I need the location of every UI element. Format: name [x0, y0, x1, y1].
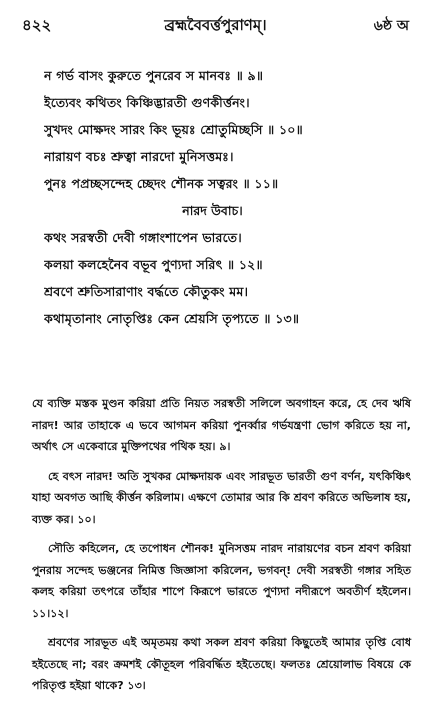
translation-paragraph: যে ব্যক্তি মস্তক মুণ্ডন করিয়া প্রতি নিয়ত সরস্বতী সলিলে অবগাহন করে, হে দেব ঋষি নারদ! আর তাহাকে এ ভবে আগমন করিয়া পুনর্ব্বার গর্ভযন্ত্রণা ভোগ করিতে হয় না, অর্থাৎ সে একেবারে মুক্তিপথের পথিক হয়। ৯।: [32, 397, 411, 453]
bengali-translation: [32, 393, 411, 705]
verse-line: নারায়ণ বচঃ শ্রুত্বা নারদো মুনিসত্তমঃ।: [44, 149, 234, 164]
translation-paragraph: সৌতি কহিলেন, হে তপোধন শৌনক! মুনিসত্তম নারদ নারায়ণের বচন শ্রবণ করিয়া পুনরায় সন্দেহ ভঞ্জনের নিমিত্ত জিজ্ঞাসা করিলেন, ভগবন্! দেবী সরস্বতী গঙ্গার সহিত কলহ করিয়া তৎপরে তাঁহার শাপে কিরূপে ভারতে পুণ্যদা নদীরূপে অবতীর্ণ হইলেন। ১১।১২।: [32, 542, 411, 620]
page-number: ৪২২: [22, 16, 52, 34]
translation-paragraph: হে বৎস নারদ! অতি সুখকর মোক্ষদায়ক এবং সারভূত ভারতী গুণ বর্ণন, যৎকিঞ্চিৎ যাহা অবগত আছি কীর্ত্তন করিলাম। এক্ষণে তোমার আর কি শ্রবণ করিতে অভিলাষ হয়, ব্যক্ত কর। ১০।: [32, 469, 411, 526]
sanskrit-verses: [44, 62, 411, 332]
translation-paragraph: শ্রবণের সারভূত এই অমৃতময় কথা সকল শ্রবণ করিয়া কিছুতেই আমার তৃপ্তি বোধ হইতেছে না; বরং ক্রমশই কৌতূহল পরিবর্দ্ধিত হইতেছে। ফলতঃ শ্রেয়োলাভ বিষয়ে কে পরিতৃপ্ত হইয়া থাকে? ১৩।: [32, 636, 411, 692]
speaker-heading: নারদ উবাচ।: [182, 203, 243, 218]
verse-line: কথামৃতানাং নোতৃপ্তিঃ কেন শ্রেয়সি তৃপ্যতে ॥ ১৩॥: [44, 311, 300, 326]
chapter-label: ৬ষ্ঠ অ: [373, 18, 409, 34]
verse-line: কথং সরস্বতী দেবী গঙ্গাংশাপেন ভারতে।: [44, 230, 242, 245]
verse-line: সুখদং মোক্ষদং সারং কিং ভূয়ঃ শ্রোতুমিচ্ছসি ॥ ১০॥: [44, 122, 303, 137]
verse-line: পুনঃ পপ্রচ্ছসন্দেহ চ্ছেদং শৌনক সত্বরং ॥ ১১॥: [44, 176, 279, 191]
running-title: ব্রহ্মবৈবর্ত্তপুরাণম্।: [164, 16, 267, 34]
verse-line: কলয়া কলহেনৈব বভূব পুণ্যদা সরিৎ ॥ ১২॥: [44, 257, 263, 272]
verse-line: ন গর্ভ বাসং কুরুতে পুনরেব স মানবঃ ॥ ৯॥: [44, 68, 264, 83]
page-header: [22, 14, 409, 36]
verse-line: ইত্যেবং কথিতং কিঞ্চিদ্ভারতী গুণকীর্ত্তনং।: [44, 95, 250, 110]
verse-line: শ্রবণে শ্রুতিসারাণাং বর্দ্ধতে কৌতুকং মম।: [44, 284, 249, 299]
